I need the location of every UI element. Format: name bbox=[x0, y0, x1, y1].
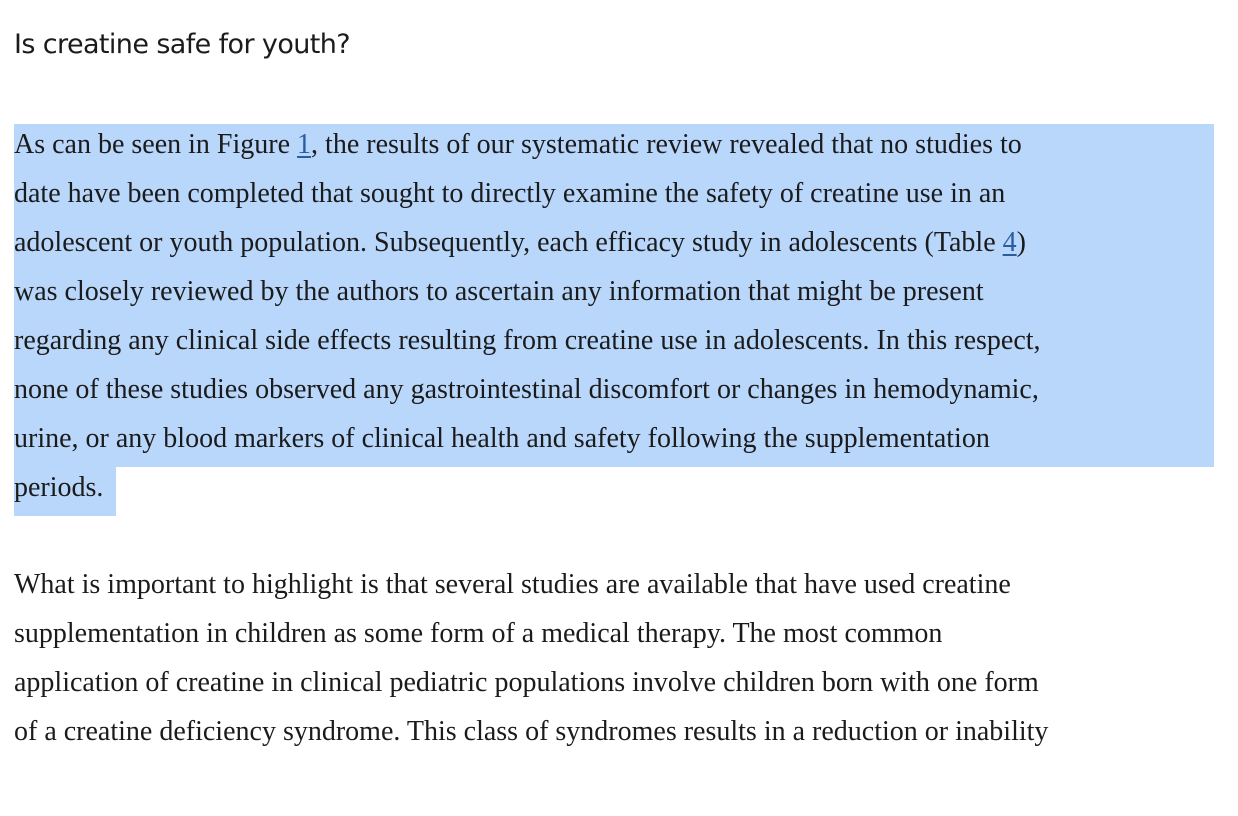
text-segment: As can be seen in Figure bbox=[14, 129, 298, 160]
text-segment: , the results of our systematic review revealed that no studies to bbox=[311, 129, 1022, 160]
section-heading: Is creatine safe for youth? bbox=[14, 29, 350, 60]
paragraph-line: date have been completed that sought to directly examine the safety of creatine use in an bbox=[14, 169, 1214, 218]
paragraph-line: urine, or any blood markers of clinical health and safety following the supplementation bbox=[14, 414, 1214, 463]
paragraph-line: was closely reviewed by the authors to ascertain any information that might be present bbox=[14, 267, 1214, 316]
table-4-link[interactable]: 4 bbox=[1002, 227, 1017, 258]
paragraph-line: regarding any clinical side effects resulting from creatine use in adolescents. In this respect, bbox=[14, 316, 1214, 365]
paragraph-line: of a creatine deficiency syndrome. This class of syndromes results in a reduction or inability bbox=[14, 716, 1049, 747]
paragraph-line: What is important to highlight is that several studies are available that have used creatine bbox=[14, 569, 1011, 600]
paragraph-line: periods. bbox=[14, 463, 1214, 512]
text-segment: ) bbox=[1016, 227, 1026, 258]
paragraph bbox=[14, 560, 1214, 756]
paragraph-line: none of these studies observed any gastrointestinal discomfort or changes in hemodynamic, bbox=[14, 365, 1214, 414]
paragraph-line: application of creatine in clinical pediatric populations involve children born with one form bbox=[14, 667, 1039, 698]
text-segment: adolescent or youth population. Subsequently, each efficacy study in adolescents (Table bbox=[14, 227, 1003, 258]
paragraph-line bbox=[14, 218, 1214, 267]
paragraph-line: supplementation in children as some form of a medical therapy. The most common bbox=[14, 618, 943, 649]
paragraph-highlighted bbox=[14, 120, 1214, 512]
figure-1-link[interactable]: 1 bbox=[297, 129, 312, 160]
paragraph-line bbox=[14, 120, 1214, 169]
